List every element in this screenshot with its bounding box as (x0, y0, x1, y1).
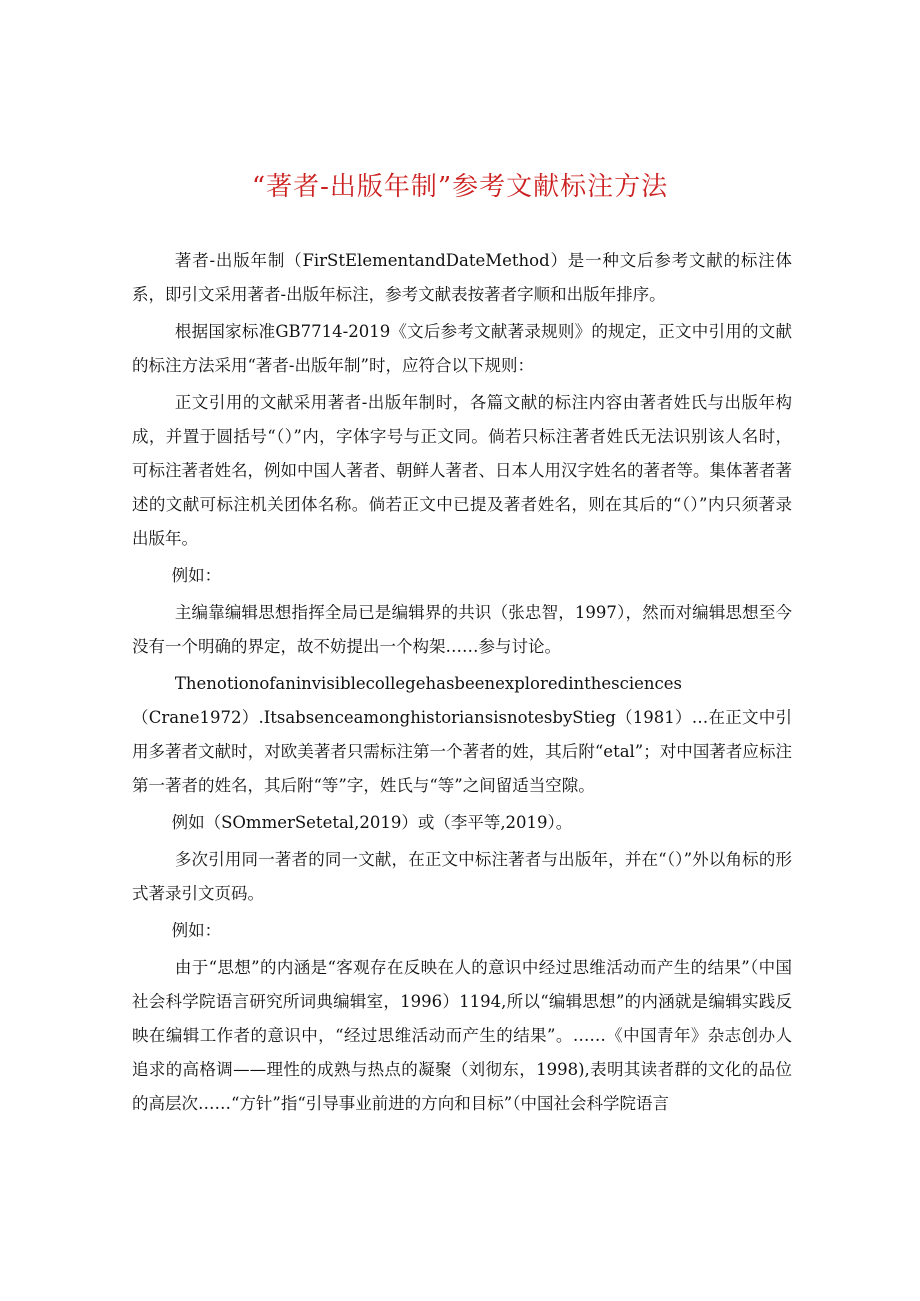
document-title: “著者-出版年制”参考文献标注方法 (251, 172, 669, 202)
paragraph-example-2: Thenotionofaninvisiblecollegehasbeenexploredinthesciences（Crane1972）.ItsabsenceamonghistoriansisnotesbyStieg（1981）…在正文中引用多著者文献时，对欧美著者只需标注第一个著者的姓，其后附“etal”；对中国著者应标注第一著者的姓名，其后附“等”字，姓氏与“等”之间留适当空隙。 (132, 674, 792, 795)
paragraph-example-label-2: 例如： (171, 921, 222, 940)
paragraph-example-3: 例如（SOmmerSetetal,2019）或（李平等,2019）。 (171, 813, 573, 832)
document-body (132, 244, 792, 1124)
paragraph-standard: 根据国家标准GB7714-2019《文后参考文献著录规则》的规定，正文中引用的文献的标注方法采用“著者-出版年制”时，应符合以下规则： (132, 322, 792, 375)
paragraph-rule-1: 正文引用的文献采用著者-出版年制时，各篇文献的标注内容由著者姓氏与出版年构成，并置于圆括号“（）”内，字体字号与正文同。倘若只标注著者姓氏无法识别该人名时，可标注著者姓名，例如中国人著者、朝鲜人著者、日本人用汉字姓名的著者等。集体著者著述的文献可标注机关团体名称。倘若正文中已提及著者姓名，则在其后的“（）”内只须著录出版年。 (132, 393, 792, 548)
paragraph-intro: 著者-出版年制（FirStElementandDateMethod）是一种文后参考文献的标注体系，即引文采用著者-出版年标注，参考文献表按著者字顺和出版年排序。 (132, 251, 792, 304)
paragraph-rule-2: 多次引用同一著者的同一文献，在正文中标注著者与出版年，并在“（）”外以角标的形式著录引文页码。 (132, 850, 792, 903)
paragraph-example-1: 主编靠编辑思想指挥全局已是编辑界的共识（张忠智，1997），然而对编辑思想至今没有一个明确的界定，故不妨提出一个构架……参与讨论。 (132, 603, 792, 656)
paragraph-example-label-1: 例如： (171, 566, 222, 585)
paragraph-example-4: 由于“思想”的内涵是“客观存在反映在人的意识中经过思维活动而产生的结果”（中国社会科学院语言研究所词典编辑室，1996）1194,所以“编辑思想”的内涵就是编辑实践反映在编辑工作者的意识中，“经过思维活动而产生的结果”。……《中国青年》杂志创办人追求的高格调——理性的成熟与热点的凝聚（刘彻东，1998),表明其读者群的文化的品位的高层次……“方针”指“引导事业前进的方向和目标”（中国社会科学院语言 (132, 958, 792, 1113)
